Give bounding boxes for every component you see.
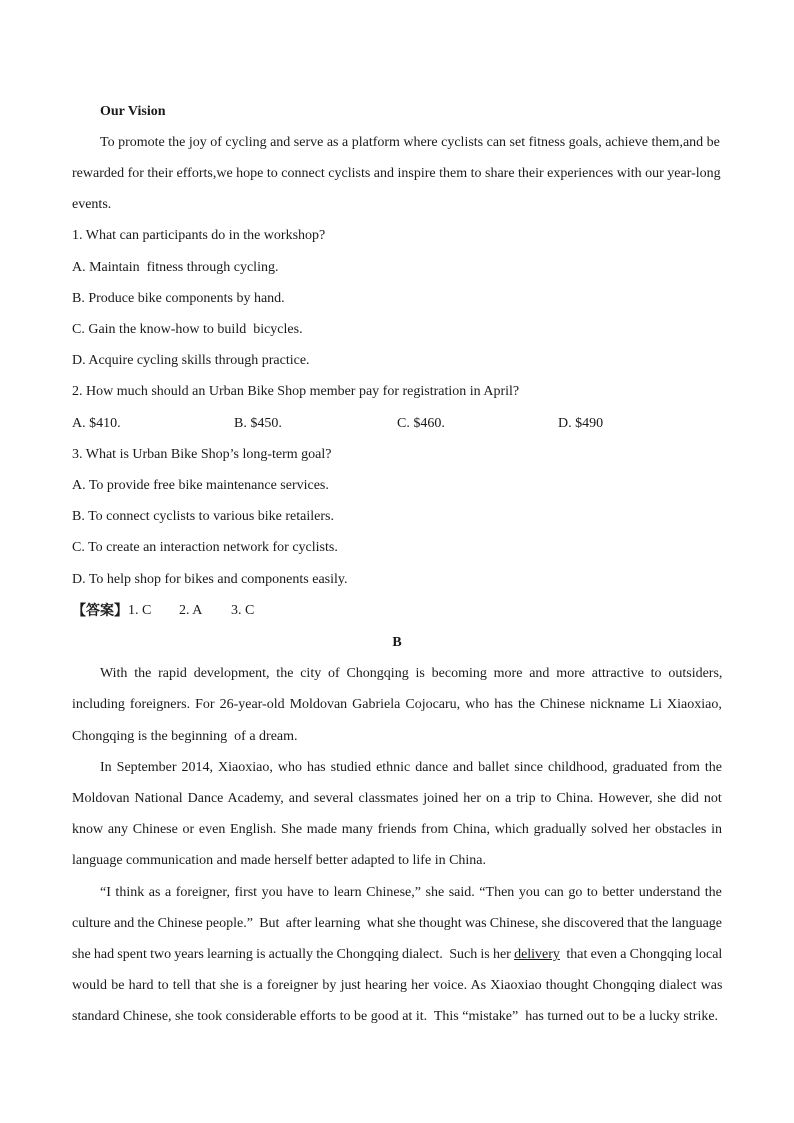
answer-line — [72, 602, 722, 620]
p3-line-3-before: she had spent two years learning is actually the Chongqing dialect. Such is her — [72, 947, 515, 962]
section-b-p2-line-4: language communication and made herself better adapted to life in China. — [72, 853, 487, 868]
answer-3: 3. C — [231, 603, 255, 618]
question-2-stem: 2. How much should an Urban Bike Shop member pay for registration in April? — [72, 384, 520, 399]
section-b-heading: B — [392, 635, 402, 650]
question-2-options — [72, 415, 722, 433]
section-b-p3-line-2: culture and the Chinese people.” But after learning what she thought was Chinese, she discovered that the language — [72, 916, 723, 931]
section-b-p1-line-1: With the rapid development, the city of Chongqing is becoming more and more attractive to outsiders, — [100, 666, 723, 681]
p3-line-3-after: that even a Chongqing local — [559, 947, 723, 962]
section-b-p2-line-1: In September 2014, Xiaoxiao, who has studied ethnic dance and ballet since childhood, graduated from the — [100, 760, 722, 775]
vision-text-line-1: To promote the joy of cycling and serve as a platform where cyclists can set fitness goals, achieve them,and be — [100, 135, 720, 150]
question-3-option-d: D. To help shop for bikes and components easily. — [72, 572, 348, 587]
section-b-p1-line-3: Chongqing is the beginning of a dream. — [72, 729, 298, 744]
section-b-p2-line-3: know any Chinese or even English. She made many friends from China, which gradually solved her obstacles in — [72, 822, 722, 837]
question-1-option-d: D. Acquire cycling skills through practice. — [72, 353, 310, 368]
answer-1: 1. C — [128, 603, 152, 618]
section-b-p3-line-3 — [72, 946, 722, 964]
question-3-option-b: B. To connect cyclists to various bike retailers. — [72, 509, 334, 524]
question-2-option-d: D. $490 — [558, 416, 604, 431]
vision-text-line-2: rewarded for their efforts,we hope to connect cyclists and inspire them to share their experiences with our year-long — [72, 166, 721, 181]
question-1-option-b: B. Produce bike components by hand. — [72, 291, 285, 306]
section-b-p3-line-5: standard Chinese, she took considerable efforts to be good at it. This “mistake” has turned out to be a lucky strike. — [72, 1009, 719, 1024]
question-3-option-c: C. To create an interaction network for cyclists. — [72, 540, 338, 555]
underlined-word-delivery: delivery — [514, 947, 560, 962]
section-b-p3-line-1: “I think as a foreigner, first you have to learn Chinese,” she said. “Then you can go to better understand the — [100, 885, 722, 900]
question-3-option-a: A. To provide free bike maintenance services. — [72, 478, 329, 493]
vision-heading: Our Vision — [100, 104, 166, 119]
section-b-p2-line-2: Moldovan National Dance Academy, and several classmates joined her on a trip to China. However, she did not — [72, 791, 722, 806]
vision-text-line-3: events. — [72, 197, 112, 212]
question-2-option-c: C. $460. — [397, 416, 445, 431]
question-3-stem: 3. What is Urban Bike Shop’s long-term goal? — [72, 447, 332, 462]
question-2-option-b: B. $450. — [234, 416, 282, 431]
question-2-option-a: A. $410. — [72, 416, 121, 431]
answer-label: 【答案】 — [72, 603, 128, 619]
question-1-option-a: A. Maintain fitness through cycling. — [72, 260, 279, 275]
section-b-p1-line-2: including foreigners. For 26-year-old Moldovan Gabriela Cojocaru, who has the Chinese nickname Li Xiaoxiao, — [72, 697, 722, 712]
section-b-p3-line-4: would be hard to tell that she is a foreigner by just hearing her voice. As Xiaoxiao thought Chongqing dialect was — [72, 978, 723, 993]
question-1-option-c: C. Gain the know-how to build bicycles. — [72, 322, 303, 337]
question-1-stem: 1. What can participants do in the workshop? — [72, 228, 326, 243]
answer-2: 2. A — [179, 603, 203, 618]
